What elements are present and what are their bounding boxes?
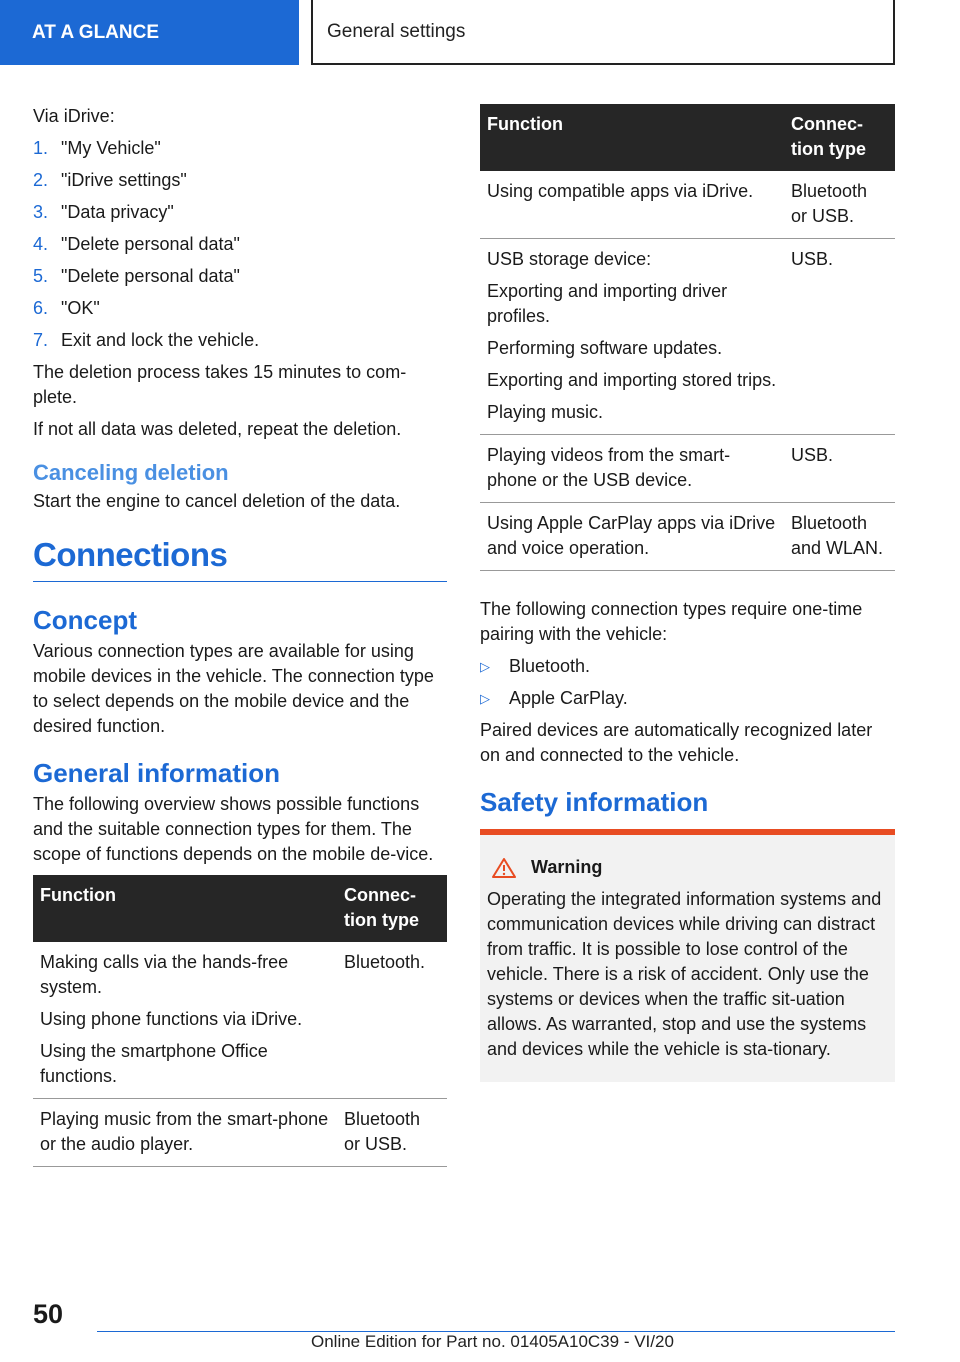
step-item xyxy=(33,296,447,321)
connection-table-left xyxy=(33,875,447,1167)
function-cell xyxy=(480,239,784,435)
table-row xyxy=(480,171,895,239)
pairing-item xyxy=(480,654,895,679)
function-text: Making calls via the hands-free system. xyxy=(40,952,289,997)
table-row xyxy=(480,503,895,571)
step-item xyxy=(33,264,447,289)
function-text: Exporting and importing stored trips. xyxy=(487,370,777,390)
triangle-bullet-icon: ▷ xyxy=(480,691,490,706)
step-number: 7. xyxy=(33,330,49,350)
warning-title: Warning xyxy=(531,857,603,877)
step-text: "Data privacy" xyxy=(61,202,174,222)
deletion-time-text: The deletion process takes 15 minutes to com‐plete. xyxy=(33,362,407,407)
step-number: 4. xyxy=(33,234,49,254)
function-cell xyxy=(33,1099,337,1167)
page-title: General settings xyxy=(327,20,466,42)
connection-type-cell: USB. xyxy=(784,239,895,435)
function-cell xyxy=(480,435,784,503)
step-item xyxy=(33,328,447,353)
warning-title-row xyxy=(487,855,887,880)
step-item xyxy=(33,168,447,193)
step-number: 2. xyxy=(33,170,49,190)
pairing-list xyxy=(480,654,895,711)
warning-box xyxy=(480,829,895,1082)
connection-type-cell: Bluetooth or USB. xyxy=(337,1099,447,1167)
connection-type-cell: Bluetooth and WLAN. xyxy=(784,503,895,571)
function-text: Using phone functions via iDrive. xyxy=(40,1009,303,1029)
connection-type-cell: USB. xyxy=(784,435,895,503)
general-information-heading: General information xyxy=(33,758,281,788)
connections-heading: Connections xyxy=(33,542,447,582)
steps-list xyxy=(33,136,447,353)
step-number: 5. xyxy=(33,266,49,286)
footer-edition: Online Edition for Part no. 01405A10C39 - VI/20 xyxy=(311,1332,674,1351)
function-text: Using the smartphone Office functions. xyxy=(40,1041,268,1086)
via-idrive-label: Via iDrive: xyxy=(33,106,115,126)
pairing-item xyxy=(480,686,895,711)
column-header-function: Function xyxy=(480,104,784,171)
function-text: USB storage device: xyxy=(487,249,652,269)
concept-text: Various connection types are available for using mobile devices in the vehicle. The connection type to select depends on the mobile device and the desired function. xyxy=(33,641,434,736)
canceling-deletion-text: Start the engine to cancel deletion of the data. xyxy=(33,491,401,511)
canceling-deletion-heading: Canceling deletion xyxy=(33,460,229,485)
function-cell xyxy=(480,503,784,571)
step-text: "My Vehicle" xyxy=(61,138,161,158)
right-column xyxy=(480,104,895,1082)
warning-text: Operating the integrated information systems and communication devices while driving can distract from traffic. It is possible to lose control of the vehicle. There is a risk of accident. Only use the systems or devices when the traffic sit‐uation allows. As warranted, stop and use the systems and devices while the vehicle is sta‐tionary. xyxy=(487,889,882,1059)
section-tab xyxy=(0,0,299,65)
function-text: Using Apple CarPlay apps via iDrive and voice operation. xyxy=(487,513,776,558)
general-information-text: The following overview shows possible functions and the suitable connection types for them. The scope of functions depends on the mobile de‐vice. xyxy=(33,794,434,864)
connection-table-right xyxy=(480,104,895,571)
step-text: "OK" xyxy=(61,298,100,318)
table-row xyxy=(480,239,895,435)
step-text: "Delete personal data" xyxy=(61,234,240,254)
concept-heading: Concept xyxy=(33,605,137,635)
pairing-item-text: Bluetooth. xyxy=(509,656,591,676)
function-text: Playing videos from the smart‐phone or the USB device. xyxy=(487,445,731,490)
step-number: 6. xyxy=(33,298,49,318)
column-header-connection-type: Connec‐tion type xyxy=(337,875,447,942)
connection-type-cell: Bluetooth or USB. xyxy=(784,171,895,239)
table-row xyxy=(33,942,447,1099)
column-header-function: Function xyxy=(33,875,337,942)
step-text: "iDrive settings" xyxy=(61,170,187,190)
triangle-bullet-icon: ▷ xyxy=(480,659,490,674)
warning-triangle-icon xyxy=(491,857,517,879)
table-row xyxy=(480,435,895,503)
page-number: 50 xyxy=(33,1299,64,1329)
step-item xyxy=(33,136,447,161)
pairing-text: The following connection types require one-time pairing with the vehicle: xyxy=(480,599,863,644)
step-item xyxy=(33,232,447,257)
pairing-item-text: Apple CarPlay. xyxy=(509,688,628,708)
function-text: Playing music. xyxy=(487,402,604,422)
step-text: "Delete personal data" xyxy=(61,266,240,286)
step-item xyxy=(33,200,447,225)
connection-type-cell: Bluetooth. xyxy=(337,942,447,1099)
function-text: Exporting and importing driver profiles. xyxy=(487,281,728,326)
function-text: Using compatible apps via iDrive. xyxy=(487,181,754,201)
step-text: Exit and lock the vehicle. xyxy=(61,330,260,350)
paired-devices-text: Paired devices are automatically recognized later on and connected to the vehicle. xyxy=(480,720,873,765)
repeat-deletion-text: If not all data was deleted, repeat the deletion. xyxy=(33,419,402,439)
function-cell xyxy=(33,942,337,1099)
page-header xyxy=(311,0,895,65)
section-label: AT A GLANCE xyxy=(32,21,160,43)
left-column xyxy=(33,104,447,1167)
function-text: Performing software updates. xyxy=(487,338,723,358)
safety-information-heading: Safety information xyxy=(480,787,709,817)
function-cell xyxy=(480,171,784,239)
column-header-connection-type: Connec‐tion type xyxy=(784,104,895,171)
step-number: 1. xyxy=(33,138,49,158)
table-row xyxy=(33,1099,447,1167)
function-text: Playing music from the smart‐phone or the audio player. xyxy=(40,1109,329,1154)
step-number: 3. xyxy=(33,202,49,222)
